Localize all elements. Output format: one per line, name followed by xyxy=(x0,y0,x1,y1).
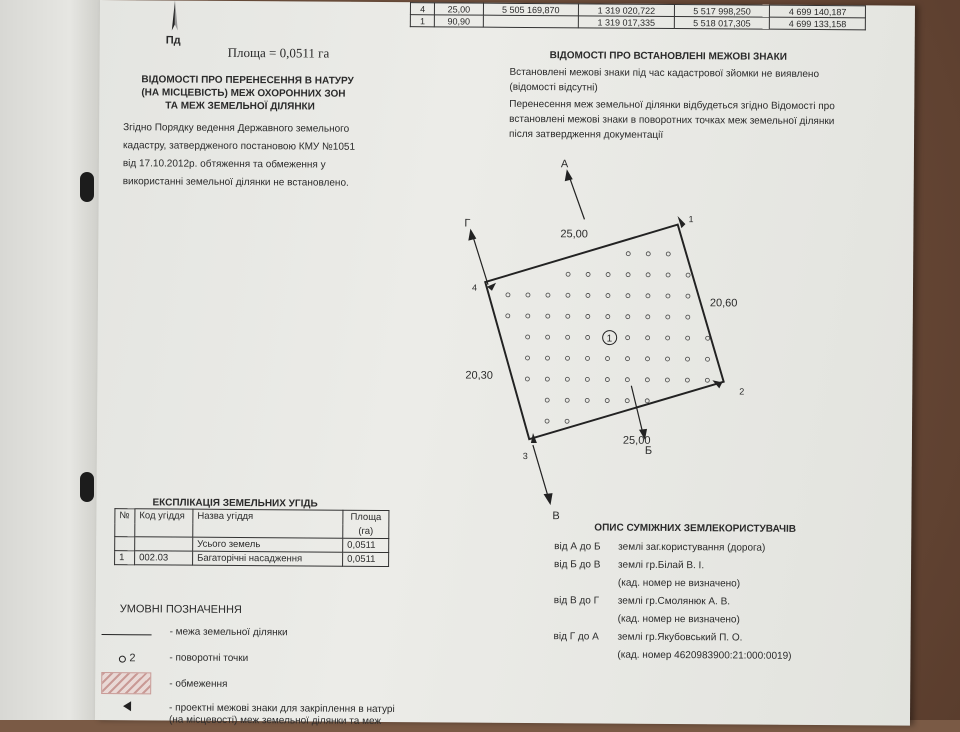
neighbor-direction: від В до Г xyxy=(553,595,600,607)
area-text: Площа = 0,0511 га xyxy=(227,44,330,61)
legend-item: - межа земельної ділянки xyxy=(169,626,288,639)
direction-arrow-a xyxy=(564,169,584,219)
side-length: 20,30 xyxy=(465,369,493,382)
orchard-tree-dot xyxy=(686,294,690,298)
table-row xyxy=(410,15,865,30)
orchard-tree-dot xyxy=(586,314,590,318)
orchard-tree-dot xyxy=(566,335,570,339)
orchard-tree-dot xyxy=(506,314,510,318)
orchard-tree-dot xyxy=(546,335,550,339)
orchard-tree-dot xyxy=(646,294,650,298)
orchard-tree-dot xyxy=(646,252,650,256)
boundary-marks-line: встановлені межові знаки в поворотних точках меж земельної ділянки xyxy=(509,113,835,128)
neighbor-description: землі гр.Якубовський П. О. xyxy=(617,631,743,644)
orchard-tree-dot xyxy=(625,357,629,361)
direction-label-g: Г xyxy=(464,217,471,230)
orchard-tree-dot xyxy=(646,336,650,340)
orchard-tree-dot xyxy=(626,252,630,256)
orchard-tree-dot xyxy=(565,398,569,402)
transfer-title-line: ВІДОМОСТІ ПРО ПЕРЕНЕСЕННЯ В НАТУРУ xyxy=(141,74,354,87)
table-cell: 1 xyxy=(410,15,434,27)
boundary-marks-line: Встановлені межові знаки під час кадастрової зйомки не виявлено xyxy=(509,66,820,81)
neighbor-direction: від Г до А xyxy=(553,631,599,643)
explication-table xyxy=(114,508,389,567)
table-cell: 5 505 169,870 xyxy=(483,3,579,16)
table-cell: 1 319 020,722 xyxy=(579,4,675,17)
orchard-tree-dot xyxy=(685,357,689,361)
legend-boundary-line xyxy=(102,634,152,635)
neighbor-direction: від А до Б xyxy=(554,541,601,553)
orchard-tree-dot xyxy=(506,293,510,297)
orchard-tree-dot xyxy=(705,378,709,382)
table-cell: 1 xyxy=(115,551,135,565)
orchard-tree-dot xyxy=(586,272,590,276)
orchard-tree-dot xyxy=(586,335,590,339)
legend-point-example: 2 xyxy=(129,652,136,665)
table-cell xyxy=(115,537,135,551)
orchard-tree-dot xyxy=(646,273,650,277)
orchard-tree-dot xyxy=(585,377,589,381)
orchard-tree-dot xyxy=(646,315,650,319)
orchard-tree-dot xyxy=(626,294,630,298)
boundary-marks-title: ВІДОМОСТІ ПРО ВСТАНОВЛЕНІ МЕЖОВІ ЗНАКИ xyxy=(549,50,787,63)
coordinates-table xyxy=(410,2,866,30)
table-cell: 90,90 xyxy=(435,15,483,27)
table-cell: 1 319 017,335 xyxy=(578,16,674,29)
orchard-tree-dot xyxy=(666,252,670,256)
point-number: 2 xyxy=(739,386,745,397)
table-row xyxy=(115,551,389,567)
boundary-marks-line: (відомості відсутні) xyxy=(509,81,598,94)
direction-arrow-b xyxy=(631,386,647,440)
orchard-tree-dot xyxy=(686,315,690,319)
orchard-tree-dot xyxy=(526,335,530,339)
legend-item: - проектні межові знаки для закріплення в натурі xyxy=(169,702,395,716)
orchard-tree-dot xyxy=(546,314,550,318)
transfer-title-line: ТА МЕЖ ЗЕМЕЛЬНОЇ ДІЛЯНКИ xyxy=(165,100,315,113)
north-label: Пд xyxy=(165,34,181,47)
boundary-mark-icon xyxy=(123,701,131,711)
transfer-title-line: (НА МІСЦЕВІСТЬ) МЕЖ ОХОРОННИХ ЗОН xyxy=(141,87,346,100)
parcel-plan xyxy=(346,152,745,525)
neighbor-description: (кад. номер не визначено) xyxy=(617,613,740,626)
table-cell: 0,0511 xyxy=(343,552,389,566)
neighbor-direction: від Б до В xyxy=(554,559,601,571)
orchard-tree-dot xyxy=(546,293,550,297)
orchard-tree-dot xyxy=(545,398,549,402)
table-cell: 4 699 133,158 xyxy=(770,17,866,30)
legend-item: - поворотні точки xyxy=(169,652,249,665)
side-length: 25,00 xyxy=(560,228,588,241)
direction-arrow-g xyxy=(468,229,488,285)
orchard-tree-dot xyxy=(526,314,530,318)
table-row xyxy=(115,509,389,525)
point-number: 3 xyxy=(522,450,528,461)
table-cell: Усього земель xyxy=(193,537,343,552)
orchard-tree-dot xyxy=(585,356,589,360)
table-header: Код угіддя xyxy=(135,509,193,537)
side-length: 20,60 xyxy=(709,297,738,310)
orchard-tree-dot xyxy=(605,378,609,382)
direction-arrow-v xyxy=(532,445,552,505)
point-number: 4 xyxy=(471,282,478,293)
binder-hole xyxy=(80,472,94,502)
transfer-body-line: від 17.10.2012р. обтяження та обмеження у xyxy=(122,158,326,171)
direction-label-v: В xyxy=(552,510,560,523)
side-length: 25,00 xyxy=(622,434,651,447)
orchard-tree-dot xyxy=(606,294,610,298)
orchard-tree-dot xyxy=(525,377,529,381)
orchard-tree-dot xyxy=(606,315,610,319)
neighbors-title: ОПИС СУМІЖНИХ ЗЕМЛЕКОРИСТУВАЧІВ xyxy=(594,522,797,535)
orchard-tree-dot xyxy=(645,399,649,403)
boundary-marks-line: Перенесення меж земельної ділянки відбудеться згідно Відомості про xyxy=(509,98,835,113)
table-cell: 4 xyxy=(410,3,434,15)
table-cell: 25,00 xyxy=(435,3,483,15)
orchard-tree-dot xyxy=(566,293,570,297)
orchard-tree-dot xyxy=(645,357,649,361)
table-cell: 5 518 017,305 xyxy=(674,17,770,30)
orchard-tree-dot xyxy=(626,273,630,277)
direction-label-b: Б xyxy=(644,444,653,457)
orchard-tree-dot xyxy=(526,293,530,297)
neighbor-description: землі гр.Білай В. І. xyxy=(618,559,705,572)
binder-hole xyxy=(80,172,94,202)
direction-label-a: А xyxy=(560,158,569,171)
orchard-tree-dot xyxy=(645,378,649,382)
orchard-tree-dot xyxy=(545,419,549,423)
table-cell: Багаторічні насадження xyxy=(193,551,343,566)
orchard-tree-dot xyxy=(666,336,670,340)
parcel-boundary xyxy=(484,223,725,440)
neighbor-description: землі заг.користування (дорога) xyxy=(618,541,766,554)
left-binder-sheet xyxy=(0,0,100,720)
orchard-tree-dot xyxy=(585,398,589,402)
parcel-number: 1 xyxy=(606,333,613,345)
orchard-tree-dot xyxy=(665,378,669,382)
orchard-tree-dot xyxy=(686,336,690,340)
table-cell: 4 699 140,187 xyxy=(770,5,866,18)
table-cell: 002.03 xyxy=(135,551,193,565)
orchard-tree-dot xyxy=(605,357,609,361)
orchard-tree-dot xyxy=(565,356,569,360)
orchard-tree-dot xyxy=(566,314,570,318)
orchard-tree-dot xyxy=(545,377,549,381)
orchard-tree-dot xyxy=(626,315,630,319)
table-cell xyxy=(483,15,579,28)
orchard-tree-dot xyxy=(606,273,610,277)
explication-title: ЕКСПЛІКАЦІЯ ЗЕМЕЛЬНИХ УГІДЬ xyxy=(152,497,318,510)
transfer-body-line: кадастру, затвердженого постановою КМУ №1051 xyxy=(122,140,356,153)
table-cell: 0,0511 xyxy=(343,538,389,552)
legend-item: - обмеження xyxy=(169,678,228,690)
orchard-tree-dot xyxy=(626,336,630,340)
legend-title: УМОВНІ ПОЗНАЧЕННЯ xyxy=(119,603,242,617)
neighbor-description: (кад. номер не визначено) xyxy=(617,577,741,590)
restriction-hatch-icon xyxy=(101,672,151,694)
orchard-tree-dot xyxy=(665,357,669,361)
transfer-body-line: використанні земельної ділянки не встановлено. xyxy=(122,176,349,189)
cadastral-document-page xyxy=(95,0,915,726)
table-header: № xyxy=(115,509,135,537)
orchard-tree-dot xyxy=(586,293,590,297)
orchard-tree-dot xyxy=(566,272,570,276)
orchard-tree-dot xyxy=(525,356,529,360)
neighbor-description: (кад. номер 4620983900:21:000:0019) xyxy=(617,649,792,662)
orchard-tree-dot xyxy=(545,356,549,360)
table-cell: 5 517 998,250 xyxy=(674,5,770,18)
neighbor-description: землі гр.Смолянюк А. В. xyxy=(617,595,731,608)
orchard-tree-dot xyxy=(686,273,690,277)
legend-cut-line: (на місцевості) меж земельної ділянки та меж xyxy=(168,714,382,727)
transfer-body-line: Згідно Порядку ведення Державного земельного xyxy=(123,122,350,135)
orchard-tree-dot xyxy=(705,357,709,361)
orchard-tree-dot xyxy=(565,419,569,423)
boundary-marks-line: після затвердження документації xyxy=(509,128,664,141)
table-header: (га) xyxy=(343,524,389,538)
orchard-tree-dot xyxy=(706,336,710,340)
orchard-tree-dot xyxy=(565,377,569,381)
orchard-tree-dot xyxy=(625,399,629,403)
orchard-tree-dot xyxy=(666,273,670,277)
orchard-tree-dot xyxy=(666,294,670,298)
north-arrow-icon xyxy=(160,0,190,32)
table-header: Площа xyxy=(343,510,389,524)
point-number: 1 xyxy=(688,214,694,225)
table-cell xyxy=(135,537,193,551)
orchard-tree-dot xyxy=(666,315,670,319)
orchard-tree-dot xyxy=(625,378,629,382)
orchard-tree-dot xyxy=(685,378,689,382)
table-header: Назва угіддя xyxy=(193,509,343,538)
orchard-tree-dot xyxy=(605,399,609,403)
turning-point-icon xyxy=(117,654,127,664)
